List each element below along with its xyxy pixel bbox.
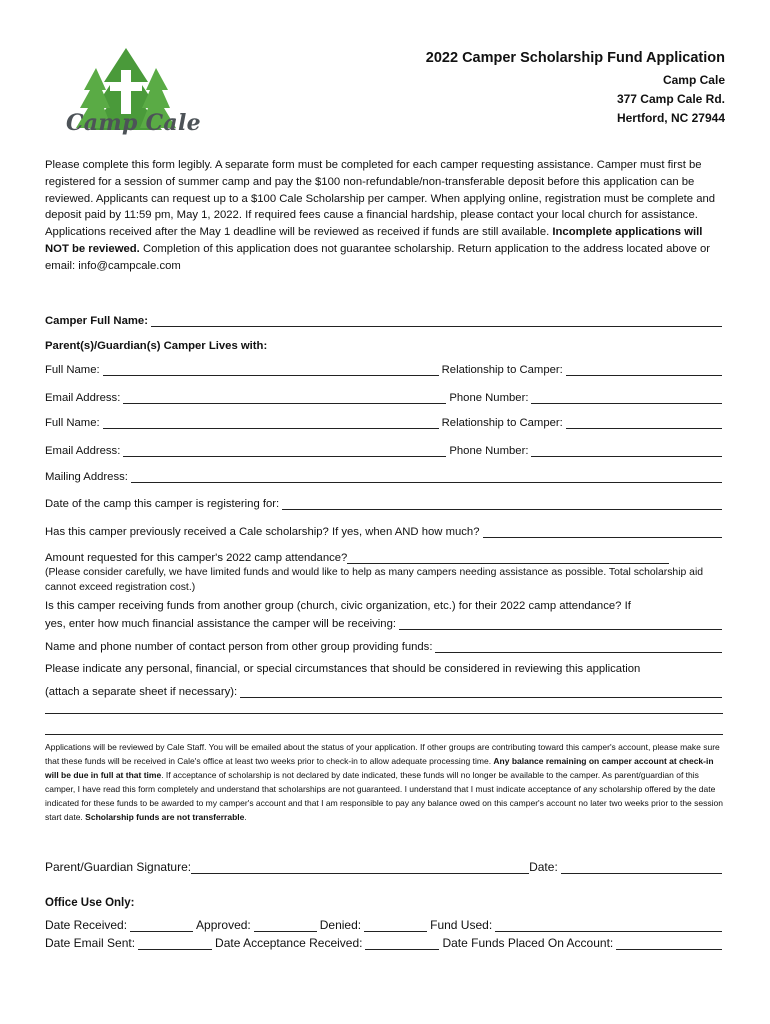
fine-text-3: .	[244, 812, 247, 822]
camper-full-name-label: Camper Full Name:	[45, 315, 148, 327]
office-denied-field[interactable]	[364, 919, 427, 932]
office-email-sent-label: Date Email Sent:	[45, 936, 136, 950]
office-acceptance-label: Date Acceptance Received:	[215, 936, 363, 950]
parent2-relationship-field[interactable]	[566, 416, 722, 429]
fine-text-2: . If acceptance of scholarship is not declared by date indicated, these funds will no longer be available to the camper. As parent/guardian of this camper, I have read this form completely and understand that scholarships are not guaranteed. I understand that I must indicate acceptance of any scholarship offered by the date indicated for these funds to be awarded to my camper's account and that I am responsible to pay any balance owed on this camper's account no later two weeks prior to the session start date.	[45, 770, 723, 822]
contact-person-label: Name and phone number of contact person from other group providing funds:	[45, 641, 433, 653]
circumstances-row	[45, 682, 725, 698]
office-email-sent-field[interactable]	[138, 937, 212, 950]
office-row-1	[45, 916, 725, 932]
parent1-relationship-field[interactable]	[566, 363, 722, 376]
amount-row	[45, 548, 725, 564]
circumstances-extra-line-2[interactable]	[45, 733, 723, 735]
parent1-contact-row	[45, 388, 725, 404]
office-fund-label: Fund Used:	[430, 918, 493, 932]
office-received-field[interactable]	[130, 919, 193, 932]
parent2-full-name-label: Full Name:	[45, 417, 100, 429]
signature-label: Parent/Guardian Signature:	[45, 860, 192, 874]
office-placed-field[interactable]	[616, 937, 722, 950]
date-camp-row	[45, 494, 725, 510]
org-street: 377 Camp Cale Rd.	[616, 92, 725, 106]
circumstances-field[interactable]	[240, 685, 722, 698]
signature-date-label: Date:	[529, 860, 558, 874]
office-fund-field[interactable]	[495, 919, 722, 932]
other-funds-row	[45, 614, 725, 630]
parent2-row	[45, 413, 725, 429]
contact-person-field[interactable]	[435, 640, 722, 653]
circumstances-extra-line-1[interactable]	[45, 712, 723, 714]
parent2-email-label: Email Address:	[45, 445, 121, 457]
logo-text: Camp Cale	[66, 110, 201, 136]
date-camp-label: Date of the camp this camper is registering for:	[45, 498, 280, 510]
org-city: Hertford, NC 27944	[616, 111, 725, 125]
prev-scholarship-row	[45, 522, 725, 538]
other-funds-label: yes, enter how much financial assistance the camper will be receiving:	[45, 618, 396, 630]
amount-note: (Please consider carefully, we have limited funds and would like to help as many campers needing assistance as possible. Total scholarship aid cannot exceed registration cost.)	[45, 567, 704, 593]
office-row-2	[45, 934, 725, 950]
office-placed-label: Date Funds Placed On Account:	[442, 936, 614, 950]
parent1-phone-label: Phone Number:	[449, 392, 529, 404]
parent1-email-label: Email Address:	[45, 392, 121, 404]
parent2-full-name-field[interactable]	[103, 416, 439, 429]
header	[426, 50, 725, 128]
parent2-phone-field[interactable]	[531, 444, 722, 457]
mailing-field[interactable]	[131, 470, 722, 483]
amount-label: Amount requested for this camper's 2022 camp attendance?	[45, 552, 348, 564]
office-denied-label: Denied:	[319, 918, 362, 932]
signature-date-field[interactable]	[561, 861, 722, 874]
parent1-full-name-field[interactable]	[103, 363, 439, 376]
parent2-relationship-label: Relationship to Camper:	[441, 417, 563, 429]
circumstances-label: (attach a separate sheet if necessary):	[45, 686, 238, 698]
other-funds-field[interactable]	[399, 617, 722, 630]
camper-full-name-row	[45, 311, 725, 327]
parent1-email-field[interactable]	[123, 391, 446, 404]
parent2-contact-row	[45, 441, 725, 457]
prev-scholarship-label: Has this camper previously received a Cale scholarship? If yes, when AND how much?	[45, 526, 480, 538]
page-title: 2022 Camper Scholarship Fund Application	[425, 50, 725, 66]
intro-text-1: Please complete this form legibly. A separate form must be completed for each camper requesting assistance. Camper must first be registered for a session of summer camp and pay the $100 non-refundable/non-transferable deposit before this application can be reviewed. Applicants can request up to a $100 Cale Scholarship per camper. When applying online, registration must be complete and deposit paid by 11:59 pm, May 1, 2022. If required fees cause a financial hardship, please contact your local church for assistance. Applications received after the May 1 deadline will be reviewed as received if funds are still available.	[45, 159, 716, 239]
date-camp-field[interactable]	[282, 497, 722, 510]
other-funds-line1: Is this camper receiving funds from another group (church, civic organization, etc.) for their 2022 camp attendance? If	[45, 600, 631, 612]
org-name: Camp Cale	[662, 73, 725, 87]
parent1-relationship-label: Relationship to Camper:	[441, 364, 563, 376]
fine-bold-2: Scholarship funds are not transferrable	[85, 812, 245, 822]
intro-paragraph	[45, 157, 725, 275]
office-approved-label: Approved:	[196, 918, 251, 932]
parents-heading-row	[45, 336, 725, 352]
parent2-phone-label: Phone Number:	[449, 445, 529, 457]
fine-text-1: Applications will be reviewed by Cale Staff. You will be emailed about the status of your application. If other groups are contributing toward this camper's account, please make sure that these funds will be received in Cale's office at least two weeks prior to check-in to allow adequate processing time.	[45, 742, 720, 766]
office-received-label: Date Received:	[45, 918, 128, 932]
camper-full-name-field[interactable]	[151, 314, 722, 327]
office-approved-field[interactable]	[254, 919, 317, 932]
office-heading: Office Use Only:	[45, 897, 135, 909]
office-acceptance-field[interactable]	[365, 937, 439, 950]
mailing-label: Mailing Address:	[45, 471, 128, 483]
parent2-email-field[interactable]	[123, 444, 446, 457]
parent1-phone-field[interactable]	[531, 391, 722, 404]
circumstances-line1: Please indicate any personal, financial, or special circumstances that should be considered in reviewing this application	[45, 663, 641, 675]
intro-text-2: Completion of this application does not guarantee scholarship. Return application to the address located above or email: info@campcale.com	[45, 242, 711, 272]
parents-heading: Parent(s)/Guardian(s) Camper Lives with:	[45, 340, 268, 352]
parent1-full-name-label: Full Name:	[45, 364, 100, 376]
prev-scholarship-field[interactable]	[483, 525, 723, 538]
fine-print	[45, 740, 725, 824]
contact-person-row	[45, 637, 725, 653]
fine-bold-1: Any balance remaining on camper account at check-in will be due in full at that time	[45, 756, 714, 780]
amount-field[interactable]	[347, 551, 669, 564]
parent1-row	[45, 360, 725, 376]
signature-row	[45, 858, 725, 874]
signature-field[interactable]	[191, 861, 529, 874]
mailing-row	[45, 467, 725, 483]
intro-bold: Incomplete applications will NOT be reviewed.	[45, 226, 703, 255]
